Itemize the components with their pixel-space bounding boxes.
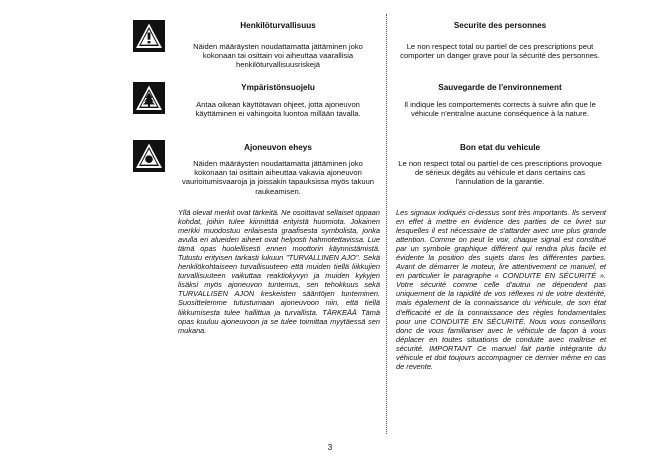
fi-intro-paragraph: Yllä olevat merkit ovat tärkeitä. Ne osoittavat sellaiset oppaan kohdat, joihin tulee kiinnittää erityistä huomiota. Jokainen merkki muodostuu erilaisesta graafisesta symbolista, jonka avulla eri alueiden aiheet ovat helposti hahmotettavissa. Lue tämä opas huolellisesti ennen moottorin käynnistämistä. Tutustu erityisen tarkasti lukuun "TURVALLINEN AJO". Sekä henkilökohtaiseen turvallisuuteen että muiden tiellä liikkujien turvallisuuteen vaikuttaa reaktiokyvyn ja muiden kykyjen lisäksi myös ajoneuvon tuntemus, sen tehokkuus sekä TURVALLISEN AJON keskeisten sääntöjen tunteminen. Suosittelemme tutustumaan ajoneuvoon niin, että tiellä liikkumisesta tulee hallittua ja turvallista. TÄRKEÄÄ Tämä opas kuuluu ajoneuvoon ja se tulee toimittaa myytäessä sen mukana. — [178, 208, 380, 335]
page-number: 3 — [327, 443, 333, 452]
fr-intro-paragraph: Les signaux indiqués ci-dessus sont très importants. Ils servent en effet à mettre en évidence des parties de ce livret sur lesquelles il est nécessaire de s'attarder avec une plus grande attention. Comme on peut le voir, chaque signal est constitué par un symbole graphique différent qui rendra plus facile et évidente la position des sujets dans les différentes parties. Avant de démarrer le moteur, lire attentivement ce manuel, et en particulier le paragraphe « CONDUITE EN SÉCURITÉ ». Votre sécurité comme celle d'autrui ne dépendent pas uniquement de la rapidité de vos réflexes ni de votre dextérité, mais également de la connaissance du véhicule, de son état d'efficacité et de la connaissance des règles fondamentales pour une CONDUITE EN SÉCURITÉ. Nous vous conseillons donc de vous familiariser avec le véhicule de façon à vous déplacer en toutes situations de conduite avec maîtrise et sécurité. IMPORTANT Ce manuel fait partie intégrante du véhicule et doit toujours accompagner ce dernier même en cas de revente. — [396, 208, 606, 371]
fr-section-text-environment: Il indique les comportements corrects à suivre afin que le véhicule n'entraîne aucune conséquence à la nature. — [404, 100, 596, 119]
fr-section-title-vehicle-integrity: Bon etat du vehicule — [459, 143, 541, 152]
fi-section-text-vehicle-integrity: Näiden määräysten noudattamatta jättäminen joko kokonaan tai osittain aiheuttaa vakavia ajoneuvon vaurioitumisvaaroja ja joissakin tapauksissa myös takuun raukeamisen. — [181, 159, 375, 196]
fi-section-title-environment: Ympäristönsuojelu — [241, 83, 315, 92]
fr-section-title-personal-safety: Securite des personnes — [453, 21, 547, 30]
fi-section-title-personal-safety: Henkilöturvallisuus — [240, 21, 316, 30]
fi-section-text-personal-safety: Näiden määräysten noudattamatta jättäminen joko kokonaan tai osittain voi aiheuttaa vaarallisia henkilöturvallisuusriskejä — [193, 42, 363, 70]
warning-triangle-icon — [133, 20, 165, 52]
fr-section-title-environment: Sauvegarde de l'environnement — [438, 83, 562, 92]
fi-section-text-environment: Antaa oikean käyttötavan ohjeet, jotta ajoneuvon käyttäminen ei vahingoita luontoa millään tavalla. — [195, 100, 361, 119]
tree-environment-icon — [133, 82, 165, 114]
fr-section-text-personal-safety: Le non respect total ou partiel de ces prescriptions peut comporter un danger grave pour la sécurité des personnes. — [400, 42, 600, 61]
column-divider — [386, 14, 387, 434]
fi-section-title-vehicle-integrity: Ajoneuvon eheys — [244, 143, 312, 152]
vehicle-integrity-icon — [133, 140, 165, 172]
fr-section-text-vehicle-integrity: Le non respect total ou partiel de ces prescriptions provoque de sérieux dégâts au véhicule et dans certains cas l'annulation de la garantie. — [398, 159, 602, 187]
